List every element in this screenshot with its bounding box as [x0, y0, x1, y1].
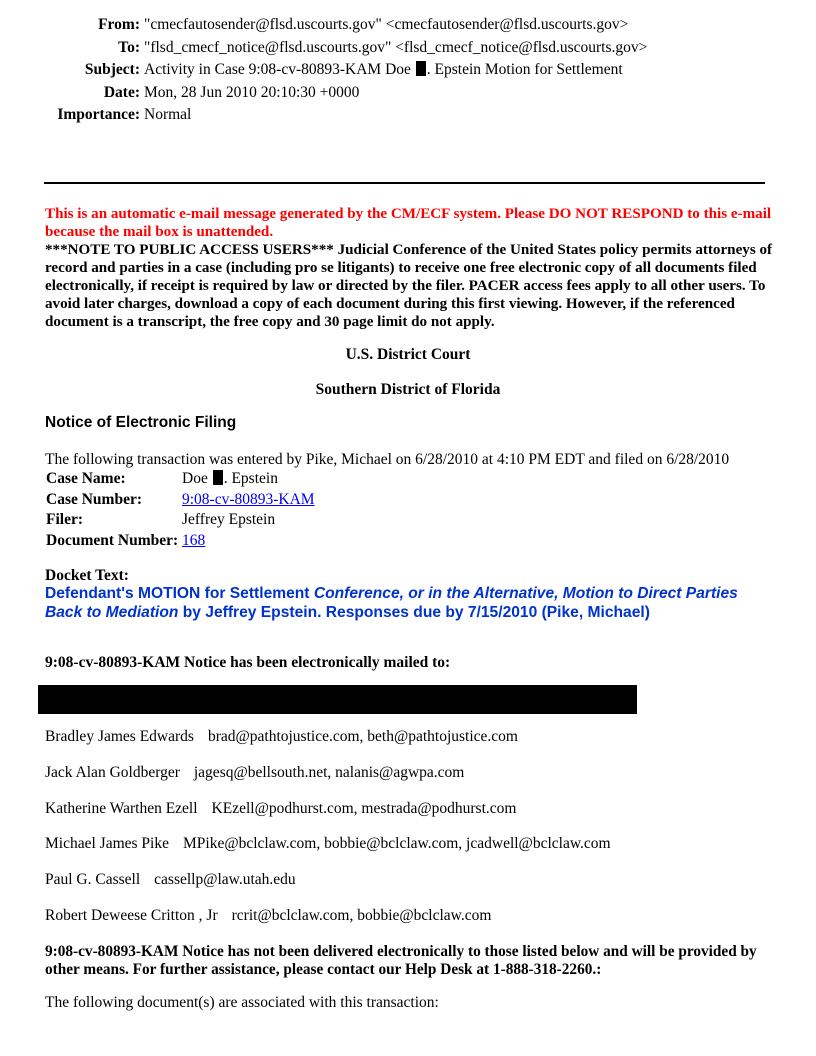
email-header: [0, 14, 816, 127]
docket-text-part3: by Jeffrey Epstein. Responses due by 7/15/2010 (Pike, Michael): [178, 604, 650, 621]
recipient-item: [45, 799, 611, 835]
docket-text-part1: Defendant's MOTION for Settlement: [45, 585, 314, 602]
recipient-emails: MPike@bclclaw.com, bobbie@bclclaw.com, jcadwell@bclclaw.com: [182, 835, 611, 853]
recipient-list: [45, 727, 611, 942]
case-name-row: [46, 469, 315, 490]
case-name-start: Doe: [182, 470, 208, 487]
recipient-name: Paul G. Cassell: [45, 871, 141, 889]
redaction-mark: [213, 470, 223, 485]
document-number-link[interactable]: 168: [182, 531, 206, 549]
importance-row: [0, 104, 816, 127]
docket-text-italic: Conference, or in the Alternative, Motion to Direct Parties Back to Mediation: [45, 585, 738, 621]
case-name-value: [182, 469, 278, 490]
case-number-label: Case Number:: [46, 490, 142, 508]
recipient-name: Katherine Warthen Ezell: [45, 799, 198, 817]
mailed-to-header: 9:08-cv-80893-KAM Notice has been electronically mailed to:: [45, 654, 451, 671]
not-delivered-notice: 9:08-cv-80893-KAM Notice has not been delivered electronically to those listed below and will be provided by other means. For further assistance, please contact our Help Desk at 1-888-318-2260.:: [45, 943, 757, 978]
to-label: To:: [118, 38, 140, 56]
to-value: "flsd_cmecf_notice@flsd.uscourts.gov" <flsd_cmecf_notice@flsd.uscourts.gov>: [144, 38, 648, 56]
date-label: Date:: [103, 83, 140, 101]
recipient-item: [45, 906, 611, 942]
filer-label: Filer:: [46, 511, 84, 528]
recipient-name: Robert Deweese Critton , Jr: [45, 906, 218, 924]
docket-text: [45, 584, 775, 622]
redaction-mark: [416, 61, 426, 76]
from-value: "cmecfautosender@flsd.uscourts.gov" <cmecfautosender@flsd.uscourts.gov>: [144, 16, 629, 33]
date-row: [0, 82, 816, 105]
docket-text-label: Docket Text:: [45, 567, 129, 584]
recipient-emails: KEzell@podhurst.com, mestrada@podhurst.com: [211, 799, 517, 817]
date-value: Mon, 28 Jun 2010 20:10:30 +0000: [144, 83, 360, 101]
redaction-block: [38, 685, 637, 714]
header-divider: [44, 182, 765, 184]
subject-value: [144, 59, 816, 82]
filer-row: [46, 510, 315, 531]
importance-value: Normal: [144, 106, 192, 124]
document-number-label: Document Number:: [46, 531, 179, 549]
subject-text-end: . Epstein Motion for Settlement: [426, 61, 623, 79]
recipient-emails: jagesq@bellsouth.net, nalanis@agwpa.com: [193, 763, 465, 781]
nef-title: Notice of Electronic Filing: [45, 414, 237, 431]
court-district: Southern District of Florida: [315, 381, 501, 398]
recipient-emails: rcrit@bclclaw.com, bobbie@bclclaw.com: [231, 906, 492, 924]
recipient-item: [45, 727, 611, 763]
associated-documents-text: The following document(s) are associated with this transaction:: [45, 994, 439, 1011]
case-name-end: . Epstein: [223, 470, 278, 487]
recipient-name: Bradley James Edwards: [45, 728, 194, 745]
importance-label: Importance:: [57, 106, 140, 124]
case-number-row: [46, 490, 315, 511]
recipient-emails: cassellp@law.utah.edu: [154, 871, 296, 889]
recipient-item: [45, 870, 611, 906]
subject-row: [0, 59, 816, 82]
recipient-name: Michael James Pike: [45, 835, 169, 853]
recipient-item: [45, 763, 611, 799]
recipient-name: Jack Alan Goldberger: [45, 763, 180, 781]
do-not-respond-warning: This is an automatic e-mail message generated by the CM/ECF system. Please DO NOT RESPOND to this e-mail because the mail box is unattended.: [45, 206, 772, 240]
court-name: U.S. District Court: [345, 346, 471, 363]
to-row: [0, 37, 816, 60]
case-number-link[interactable]: 9:08-cv-80893-KAM: [182, 490, 315, 508]
system-notice: [45, 205, 775, 331]
subject-text-start: Activity in Case 9:08-cv-80893-KAM Doe: [144, 61, 411, 79]
from-label: From:: [98, 16, 140, 33]
recipient-emails: brad@pathtojustice.com, beth@pathtojustice.com: [207, 728, 518, 745]
transaction-text: The following transaction was entered by Pike, Michael on 6/28/2010 at 4:10 PM EDT and filed on 6/28/2010: [45, 451, 730, 468]
case-info-table: [46, 469, 315, 551]
case-name-label: Case Name:: [46, 470, 126, 487]
recipient-item: [45, 834, 611, 870]
filer-value: Jeffrey Epstein: [182, 511, 276, 528]
public-access-note: ***NOTE TO PUBLIC ACCESS USERS*** Judicial Conference of the United States policy permits attorneys of record and parties in a case (including pro se litigants) to receive one free electronic copy of all documents filed electronically, if receipt is required by law or directed by the filer. PACER access fees apply to all other users. To avoid later charges, download a copy of each document during this first viewing. However, if the referenced document is a transcript, the free copy and 30 page limit do not apply.: [45, 242, 773, 330]
from-row: [0, 14, 816, 37]
document-number-row: [46, 531, 315, 552]
subject-label: Subject:: [84, 61, 140, 79]
